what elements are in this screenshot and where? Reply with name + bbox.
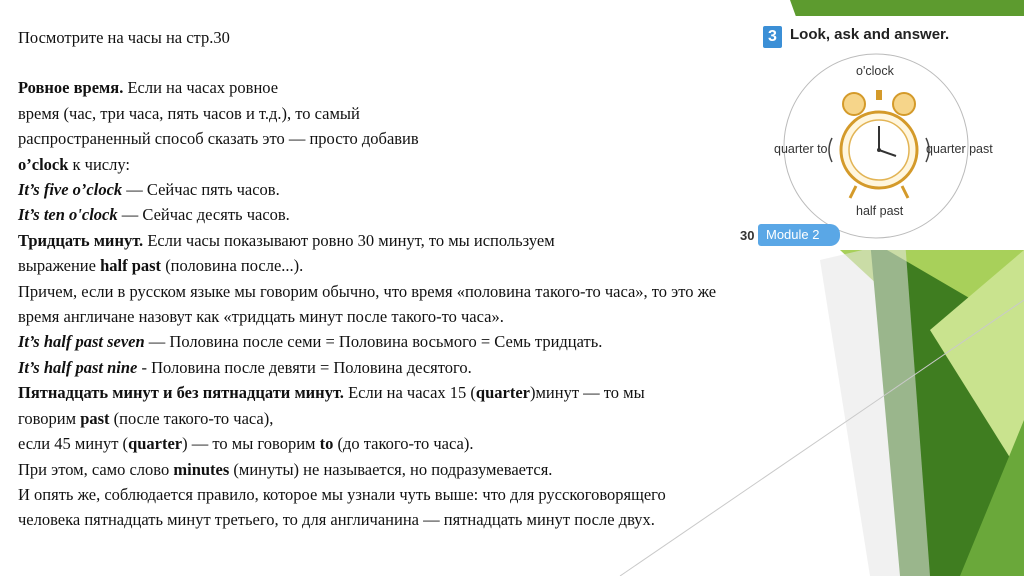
text-line: время англичане назовут как «тридцать минут после такого-то часа». xyxy=(18,307,504,327)
text-line: человека пятнадцать минут третьего, то для англичанина — пятнадцать минут после двух. xyxy=(18,510,655,530)
text-line: Ровное время. Если на часах ровное xyxy=(18,78,279,98)
text-line: Пятнадцать минут и без пятнадцати минут. Если на часах 15 (quarter)минут — то мы xyxy=(18,383,645,403)
text-line: Причем, если в русском языке мы говорим обычно, что время «половина такого-то часа», то это же xyxy=(18,281,717,301)
page-number: 30 xyxy=(740,228,755,243)
label-oclock: o'clock xyxy=(856,64,894,78)
exercise-title: Look, ask and answer. xyxy=(790,26,950,43)
text-line: если 45 минут (quarter) — то мы говорим to (до такого-то часа). xyxy=(18,434,474,454)
label-quarter-to: quarter to xyxy=(774,142,828,156)
text-line: время (час, три часа, пять часов и т.д.), то самый xyxy=(18,103,360,123)
exercise-number: 3 xyxy=(763,26,782,48)
slide-body xyxy=(18,25,918,533)
text-line: Тридцать минут. Если часы показывают ровно 30 минут, то мы используем xyxy=(18,230,555,250)
label-half-past: half past xyxy=(856,204,904,218)
text-line: говорим past (после такого-то часа), xyxy=(18,408,274,428)
example-line: It’s half past nine - Половина после девяти = Половина десятого. xyxy=(18,357,472,377)
intro-line: Посмотрите на часы на стр.30 xyxy=(18,28,230,47)
text-line: распространенный способ сказать это — просто добавив xyxy=(18,129,419,149)
example-line: It’s half past seven — Половина после семи = Половина восьмого = Семь тридцать. xyxy=(18,332,603,352)
text-line: И опять же, соблюдается правило, которое мы узнали чуть выше: что для русскоговорящего xyxy=(18,484,666,504)
module-tab: Module 2 xyxy=(758,224,840,246)
label-quarter-past: quarter past xyxy=(926,142,993,156)
text-line: выражение half past (половина после...). xyxy=(18,256,304,276)
example-line: It’s ten o'clock — Сейчас десять часов. xyxy=(18,205,290,225)
text-line: o’clock к числу: xyxy=(18,154,130,174)
text-line: При этом, само слово minutes (минуты) не называется, но подразумевается. xyxy=(18,459,553,479)
example-line: It’s five o’clock — Сейчас пять часов. xyxy=(18,180,280,200)
